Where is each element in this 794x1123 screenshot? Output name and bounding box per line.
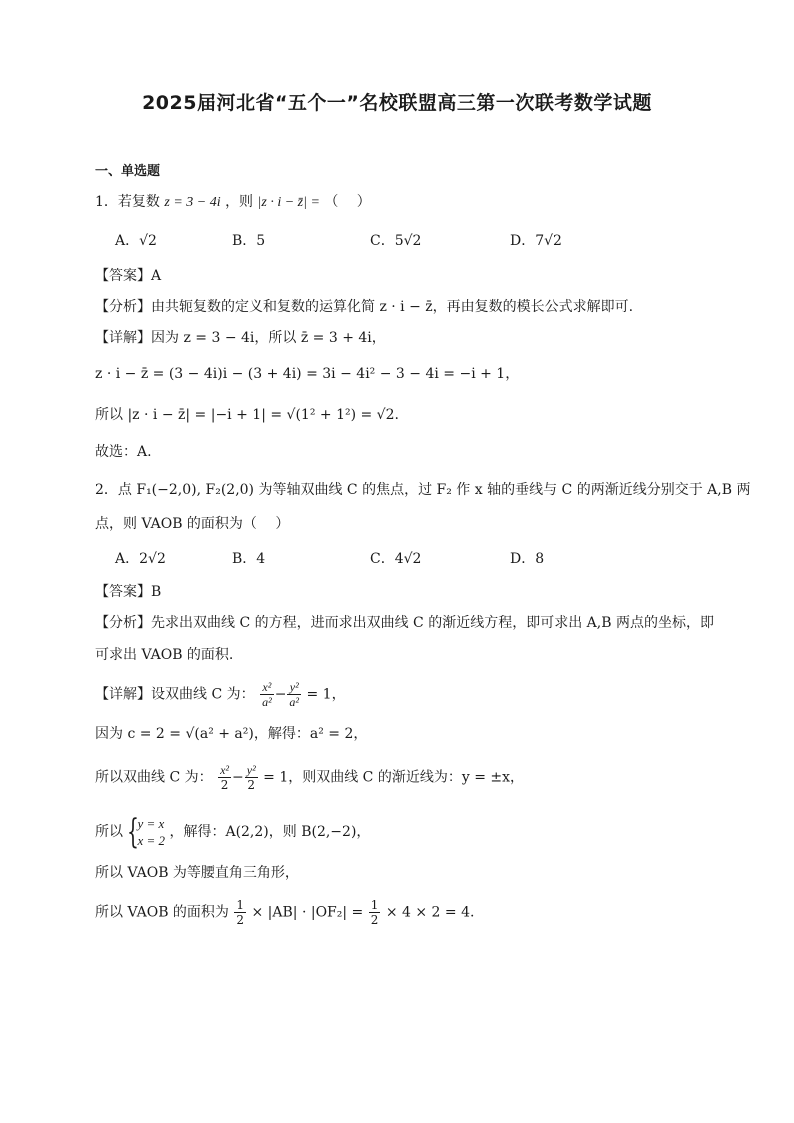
q2-answer-tag: 【答案】 [95,584,151,600]
q1-detail-line-3: 所以 |z · i − z̄| = |−i + 1| = √(1² + 1²) = √2. [95,407,399,423]
system-equation-2: x = 2 [137,833,165,848]
q2-detail-line-2: 因为 c = 2 = √(a² + a²)，解得：a² = 2， [95,726,368,742]
q2-analysis-tag: 【分析】 [95,615,151,631]
q2-stem-line-1: 2．点 F₁(−2,0), F₂(2,0) 为等轴双曲线 C 的焦点，过 F₂ 作 x 轴的垂线与 C 的两渐近线分别交于 A,B 两 [95,482,751,498]
q2-detail-line-5: 所以 VAOB 为等腰直角三角形， [95,865,299,881]
q2-answer-value: B [151,584,162,600]
section-heading: 一、单选题 [95,164,161,179]
fraction-numerator: y² [246,763,256,777]
fraction [245,763,258,792]
q1-analysis-text: 由共轭复数的定义和复数的运算化简 z · i − z̄，再由复数的模长公式求解即可. [151,299,634,315]
q1-detail-line-1 [95,328,386,348]
q1-stem-b: z = 3 − 4i [164,195,221,210]
q1-option-c: C．5√2 [370,233,422,249]
fraction [287,680,301,709]
fraction-denominator: 2 [220,778,229,792]
fraction-numerator: 1 [236,898,245,912]
brace-glyph: { [127,812,140,852]
page-title: 2025届河北省“五个一”名校联盟高三第一次联考数学试题 [142,92,652,114]
equation-system [127,812,165,852]
q1-detail-line-2: z · i − z̄ = (3 − 4i)i − (3 + 4i) = 3i − 4i² − 3 − 4i = −i + 1， [95,366,520,382]
fraction-denominator: a² [289,695,300,709]
q2-analysis-text-1: 先求出双曲线 C 的方程，进而求出双曲线 C 的渐近线方程，即可求出 A,B 两点的坐标，即 [151,615,714,631]
q1-analysis [95,297,633,317]
q2-detail-line-3: 所以双曲线 C 为： $\frac{\text{x²}}{2}$ − $\frac{\text{y²}}{2}$ = 1，则双曲线 C 的渐近线为：y = ±x， [95,763,525,792]
q1-answer [95,266,161,286]
q1-detail-tag: 【详解】 [95,330,151,346]
fraction-denominator: 2 [370,913,379,927]
q1-stem [95,192,371,213]
q2-option-c: C．4√2 [370,551,422,567]
q2-option-b: B．4 [232,551,266,567]
q2-detail-text-1b: = 1， [306,686,346,703]
q1-option-d: D．7√2 [510,233,562,249]
q2-analysis-line-2: 可求出 VAOB 的面积. [95,647,234,663]
q2-detail-text-6b: × |AB| · |OF₂| = [251,904,364,921]
fraction [234,898,246,927]
q2-detail-text-1a: 设双曲线 C 为： [151,686,255,703]
q1-detail-text-1: 因为 z = 3 − 4i，所以 z̄ = 3 + 4i， [151,330,386,346]
fraction-numerator: 1 [370,898,379,912]
q1-option-b: B．5 [232,233,266,249]
fraction [218,763,231,792]
fraction [260,680,274,709]
q2-detail-text-3a: 所以双曲线 C 为： [95,769,213,786]
q2-detail-line-1: 【详解】设双曲线 C 为： $\frac{\text{x²}}{\text{a²}}$ − $\frac{\text{y²}}{\text{a²}}$ = 1， [95,680,346,709]
system-equation-1: y = x [137,816,165,831]
fraction-denominator: 2 [236,913,245,927]
q2-detail-text-6a: 所以 VAOB 的面积为 [95,904,229,921]
fraction-numerator: x² [260,680,274,695]
q2-answer [95,582,161,602]
q2-option-d: D．8 [510,551,545,567]
fraction-numerator: x² [220,763,230,777]
q1-answer-tag: 【答案】 [95,268,151,284]
q2-option-a: A．2√2 [115,551,166,567]
q2-stem-line-2: 点，则 VAOB 的面积为（ ） [95,516,290,532]
q1-option-a: A．√2 [115,233,157,249]
q1-answer-value: A [151,268,162,284]
q1-stem-e: （ ） [324,194,371,210]
q1-stem-d: |z · i − z̄| = [257,195,320,210]
q2-detail-line-6 [95,898,474,927]
q2-detail-tag: 【详解】 [95,686,151,703]
q2-detail-text-4a: 所以 [95,824,123,840]
fraction-denominator: a² [262,695,272,709]
q1-conclusion: 故选：A. [95,444,152,460]
q2-analysis-line-1 [95,613,714,633]
fraction [369,898,381,927]
q1-analysis-tag: 【分析】 [95,299,151,315]
q2-detail-text-4b: ，解得：A(2,2)，则 B(2,−2)， [169,824,371,840]
q2-detail-text-6c: × 4 × 2 = 4. [385,904,475,921]
fraction-numerator: y² [287,680,301,695]
q1-stem-c: ，则 [225,194,254,210]
q2-detail-text-3b: = 1，则双曲线 C 的渐近线为：y = ±x， [263,769,525,786]
q1-stem-a: 1．若复数 [95,194,160,210]
fraction-denominator: 2 [247,778,256,792]
q2-detail-line-4 [95,812,371,852]
